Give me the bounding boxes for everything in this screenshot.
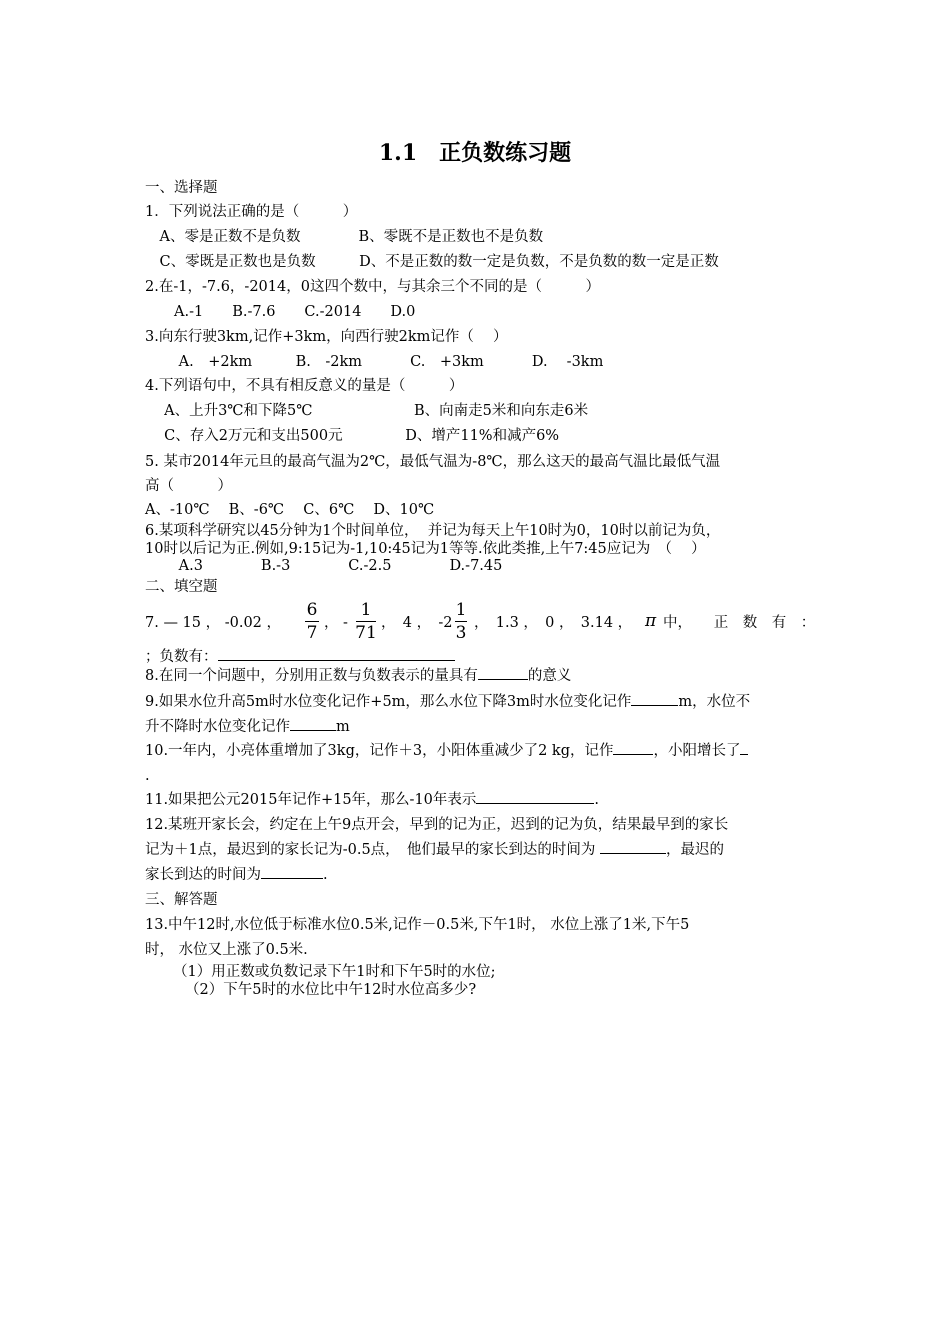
question-10-line-2: . xyxy=(145,768,150,784)
question-4-options-cd: C、存入2万元和支出500元 D、增产11%和减产6% xyxy=(145,428,560,444)
question-9-line-2 xyxy=(145,717,350,737)
fraction-numerator: 1 xyxy=(455,600,467,620)
question-7-comma: ， xyxy=(324,615,339,631)
question-13-part-1: （1）用正数或负数记录下午1时和下午5时的水位; xyxy=(173,964,496,980)
question-5-line-2: 高（ ） xyxy=(145,478,232,494)
question-10-text: 10.一年内，小亮体重增加了3kg，记作＋3，小阳体重减少了2 kg，记作 xyxy=(145,743,614,759)
question-1-options-cd: C、零既是正数也是负数 D、不是正数的数一定是负数，不是负数的数一定是正数 xyxy=(145,254,719,270)
question-9-text-end: m，水位不 xyxy=(678,694,751,710)
question-2: 2.在-1，-7.6，-2014，0这四个数中，与其余三个不同的是（ ） xyxy=(145,279,600,295)
question-7-negative-line xyxy=(145,647,455,667)
question-4-options-ab: A、上升3℃和下降5℃ B、向南走5米和向东走6米 xyxy=(145,403,589,419)
question-3: 3.向东行驶3km,记作+3km，向西行驶2km记作（ ） xyxy=(145,329,508,345)
question-12-line-3 xyxy=(145,865,328,885)
question-5-line-1: 5. 某市2014年元旦的最高气温为2℃，最低气温为-8℃，那么这天的最高气温比最低气温 xyxy=(145,454,721,470)
question-6-line-2: 10时以后记为正.例如,9:15记为-1,10:45记为1等等.依此类推,上午7:45应记为 （ ） xyxy=(145,541,706,557)
fraction-numerator: 1 xyxy=(360,600,372,620)
answer-blank xyxy=(740,754,748,755)
question-10-line-1 xyxy=(145,741,748,761)
answer-blank xyxy=(631,705,678,706)
question-12-text-end: ，最迟的 xyxy=(666,842,725,858)
answer-blank xyxy=(613,754,653,755)
question-4: 4.下列语句中，不具有相反意义的量是（ ） xyxy=(145,378,464,394)
question-13-line-1: 13.中午12时,水位低于标准水位0.5米,记作－0.5米,下午1时， 水位上涨了1米,下午5 xyxy=(145,917,690,933)
question-3-options: A. +2km B. -2km C. +3km D. -3km xyxy=(145,354,604,370)
fraction-six-sevenths xyxy=(304,599,320,644)
fraction-denominator: 71 xyxy=(355,623,377,643)
question-8 xyxy=(145,666,571,686)
fraction-one-third xyxy=(454,599,468,644)
negative-label: ；负数有： xyxy=(145,649,218,665)
question-7-numbers: ， 1.3 ， 0 ， 3.14 ， xyxy=(474,615,633,631)
question-9-text: 9.如果水位升高5m时水位变化记作+5m，那么水位下降3m时水位变化记作 xyxy=(145,694,632,710)
question-8-end: 的意义 xyxy=(527,668,572,684)
question-7-start: 7. — 15 ， -0.02 ， xyxy=(145,615,282,631)
question-13-line-2: 时， 水位又上涨了0.5米. xyxy=(145,942,308,958)
fraction-one-seventyfirst xyxy=(355,599,377,644)
question-12-line-1: 12.某班开家长会，约定在上午9点开会，早到的记为正，迟到的记为负，结果最早到的家长 xyxy=(145,817,729,833)
question-7-positive-label: 中， 正 数 有 ： xyxy=(663,615,816,631)
fraction-numerator: 6 xyxy=(306,600,318,620)
question-11 xyxy=(145,790,599,810)
answer-blank xyxy=(478,679,528,680)
question-1: 1．下列说法正确的是（ ） xyxy=(145,204,358,220)
question-9-unit: m xyxy=(336,719,350,735)
pi-symbol: π xyxy=(645,611,657,631)
question-11-text: 11.如果把公元2015年记作+15年，那么-10年表示 xyxy=(145,792,477,808)
question-12-text-3: 家长到达的时间为 xyxy=(145,867,261,883)
answer-blank xyxy=(476,803,594,804)
answer-blank xyxy=(261,878,323,879)
question-9-text-2: 升不降时水位变化记作 xyxy=(145,719,290,735)
fraction-denominator: 7 xyxy=(306,623,318,643)
answer-blank xyxy=(600,853,666,854)
answer-blank xyxy=(218,660,455,661)
question-2-options: A.-1 B.-7.6 C.-2014 D.0 xyxy=(145,304,416,320)
question-8-text: 8.在同一个问题中，分别用正数与负数表示的量具有 xyxy=(145,668,478,684)
question-12-text: 记为＋1点，最迟到的家长记为-0.5点， 他们最早的家长到达的时间为 xyxy=(145,842,601,858)
fraction-denominator: 3 xyxy=(455,623,467,643)
question-7-middle: ， 4 ， -2 xyxy=(381,615,453,631)
question-6-line-1: 6.某项科学研究以45分钟为1个时间单位， 并记为每天上午10时为0，10时以前记为负， xyxy=(145,523,721,539)
answer-blank xyxy=(290,730,336,731)
question-13-part-2: （2）下午5时的水位比中午12时水位高多少? xyxy=(185,982,477,998)
page-title: 1.1 正负数练习题 xyxy=(378,140,572,166)
question-6-options: A.3 B.-3 C.-2.5 D.-7.45 xyxy=(145,558,503,574)
question-7-minus: - xyxy=(343,615,348,631)
question-9-line-1 xyxy=(145,692,750,712)
section-heading-choice: 一、选择题 xyxy=(145,180,218,196)
question-10-text-end: ，小阳增长了 xyxy=(653,743,741,759)
question-11-end: . xyxy=(594,792,600,808)
question-1-options-ab: A、零是正数不是负数 B、零既不是正数也不是负数 xyxy=(145,229,544,245)
question-5-options: A、-10℃ B、-6℃ C、6℃ D、10℃ xyxy=(145,502,435,518)
question-12-line-2 xyxy=(145,840,724,860)
section-heading-fill: 二、填空题 xyxy=(145,579,218,595)
section-heading-answer: 三、解答题 xyxy=(145,892,218,908)
question-12-end: . xyxy=(323,867,328,883)
